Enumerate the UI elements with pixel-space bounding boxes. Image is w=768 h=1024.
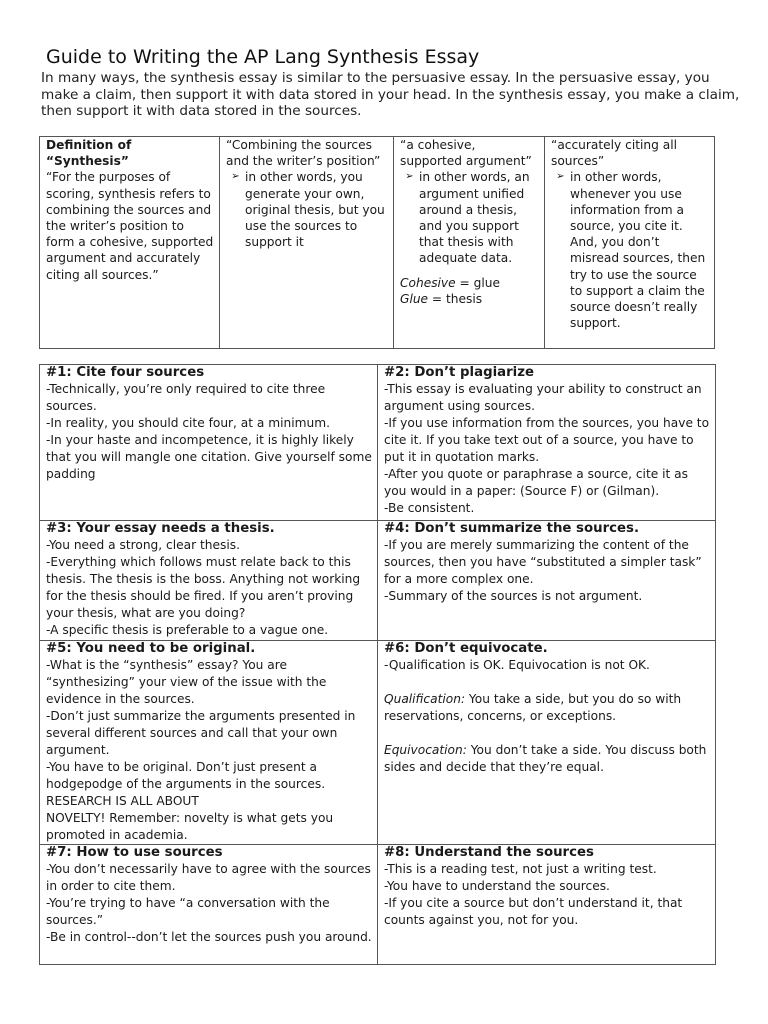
combining-sources-cell <box>220 137 394 348</box>
tip-heading: #6: Don’t equivocate. <box>384 641 548 656</box>
tip-line: -If you are merely summarizing the content of the sources, then you have “substituted a simpler task” for a more complex one. <box>384 538 702 586</box>
tip-how-to-use-sources <box>40 845 377 964</box>
tip-line: -After you quote or paraphrase a source, cite it as you would in a paper: (Source F) or (Gilman). <box>384 467 688 498</box>
glue-note <box>400 291 540 307</box>
tip-line: NOVELTY! Remember: novelty is what gets you promoted in academia. <box>46 811 334 842</box>
tip-line: -You’re trying to have “a conversation with the sources.” <box>46 896 330 927</box>
tip-heading: #1: Cite four sources <box>46 365 205 380</box>
tip-line: -This is a reading test, not just a writing test. <box>384 862 657 876</box>
tip-line: -Summary of the sources is not argument. <box>384 589 643 603</box>
tip-line: -You have to be original. Don’t just present a hodgepodge of the arguments in the sources. RESEARCH IS ALL ABOUT <box>46 760 326 808</box>
qualification-definition <box>384 691 711 725</box>
synthesis-definition-table <box>39 136 715 349</box>
tip-heading: #2: Don’t plagiarize <box>384 365 534 380</box>
tip-be-original <box>40 641 377 844</box>
tip-line: -You don’t necessarily have to agree with the sources in order to cite them. <box>46 862 371 893</box>
tip-heading: #5: You need to be original. <box>46 641 256 656</box>
tip-line: -In reality, you should cite four, at a minimum. <box>46 416 330 430</box>
glue-term: Glue <box>400 291 429 306</box>
bullet-item <box>226 169 389 250</box>
tip-cite-four-sources <box>40 365 377 520</box>
tip-line: -What is the “synthesis” essay? You are “synthesizing” your view of the issue with the evidence in the sources. <box>46 658 327 706</box>
equivocation-term: Equivocation: <box>384 743 467 757</box>
tip-dont-plagiarize <box>378 365 715 520</box>
tip-line: -Technically, you’re only required to cite three sources. <box>46 382 326 413</box>
qualification-text: You take a side, but you do so with reservations, concerns, or exceptions. <box>384 692 682 723</box>
tip-line: -If you cite a source but don’t understand it, that counts against you, not for you. <box>384 896 683 927</box>
accurate-citing-cell <box>545 137 714 348</box>
tip-line: -In your haste and incompetence, it is highly likely <box>46 433 354 447</box>
tip-line: -If you use information from the sources, you have to cite it. If you take text out of a source, you have to put it in quotation marks. <box>384 416 710 464</box>
tip-line: -Be consistent. <box>384 501 475 515</box>
arrow-bullet-icon: ➢ <box>405 171 414 183</box>
tip-line: -You need a strong, clear thesis. <box>46 538 240 552</box>
tip-line: -This essay is evaluating your ability to construct an argument using sources. <box>384 382 702 413</box>
arrow-bullet-icon: ➢ <box>556 171 565 183</box>
cohesive-term: Cohesive <box>400 275 456 290</box>
combining-sources-quote: “Combining the sources and the writer’s position” <box>226 138 381 169</box>
tip-line: -Don’t just summarize the arguments presented in several different sources and call that your own argument. <box>46 709 356 757</box>
tips-grid <box>39 364 716 965</box>
bullet-item <box>400 169 540 266</box>
tip-line: -You have to understand the sources. <box>384 879 610 893</box>
tip-line: -Everything which follows must relate back to this thesis. The thesis is the boss. Anything not working for the thesis should be fired. If you aren’t proving your thesis, what are you doing? <box>46 555 361 620</box>
cohesive-argument-cell <box>394 137 545 348</box>
arrow-bullet-icon: ➢ <box>231 171 240 183</box>
glue-definition: = thesis <box>428 291 483 306</box>
tip-line: -A specific thesis is preferable to a vague one. <box>46 623 329 637</box>
tip-line: that you will mangle one citation. Give yourself some padding <box>46 450 372 481</box>
tip-line: -Qualification is OK. Equivocation is not OK. <box>384 658 650 672</box>
cohesive-note <box>400 275 540 291</box>
bullet-text: in other words, an argument unified around a thesis, and you support that thesis with adequate data. <box>419 170 530 266</box>
definition-text: “For the purposes of scoring, synthesis refers to combining the sources and the writer’s position to form a cohesive, supported argument and accurately citing all sources.” <box>46 170 214 282</box>
document-title: Guide to Writing the AP Lang Synthesis Essay <box>46 46 480 68</box>
tip-line: -Be in control--don’t let the sources push you around. <box>46 930 372 944</box>
qualification-term: Qualification: <box>384 692 466 706</box>
bullet-item <box>551 169 710 331</box>
tip-heading: #3: Your essay needs a thesis. <box>46 521 275 536</box>
cohesive-definition: = glue <box>455 275 500 290</box>
tip-dont-equivocate <box>378 641 715 844</box>
intro-paragraph: In many ways, the synthesis essay is similar to the persuasive essay. In the persuasive essay, you make a claim, then support it with data stored in your head. In the synthesis essay, you make a claim, then support it with data stored in the sources. <box>41 70 740 119</box>
tip-understand-sources <box>378 845 715 964</box>
definition-cell <box>40 137 220 348</box>
tip-heading: #8: Understand the sources <box>384 845 594 860</box>
cohesive-argument-quote: “a cohesive, supported argument” <box>400 138 532 169</box>
accurate-citing-quote: “accurately citing all sources” <box>551 138 677 169</box>
tip-thesis <box>40 521 377 640</box>
tip-heading: #7: How to use sources <box>46 845 223 860</box>
tip-dont-summarize <box>378 521 715 640</box>
definition-heading: Definition of “Synthesis” <box>46 138 132 169</box>
bullet-text: in other words, whenever you use information from a source, you cite it. And, you don’t misread sources, then try to use the source to support a claim the source doesn’t really support. <box>570 170 706 331</box>
tip-heading: #4: Don’t summarize the sources. <box>384 521 639 536</box>
equivocation-definition <box>384 742 711 776</box>
equivocation-text: You don’t take a side. You discuss both sides and decide that they’re equal. <box>384 743 707 774</box>
bullet-text: in other words, you generate your own, original thesis, but you use the sources to support it <box>245 170 385 250</box>
